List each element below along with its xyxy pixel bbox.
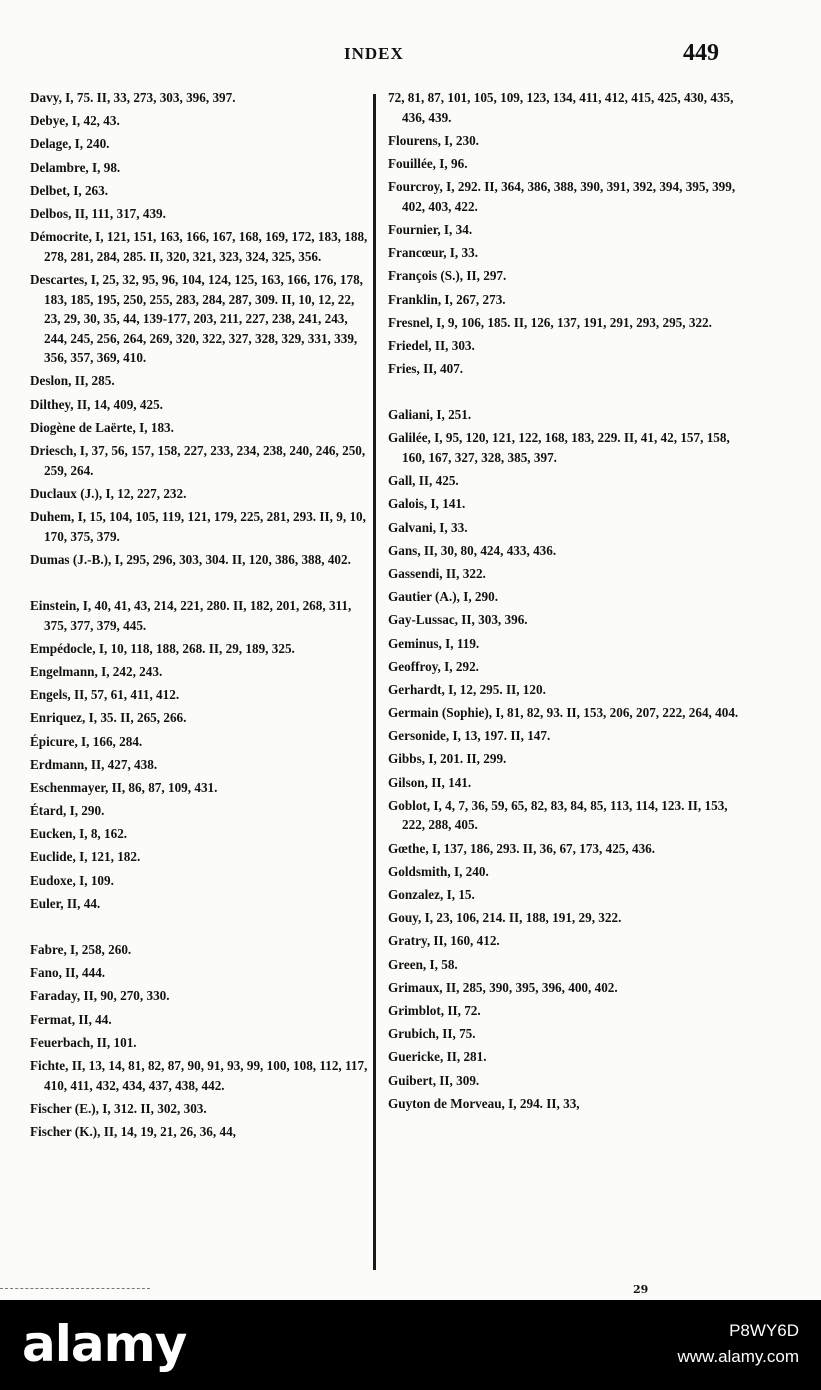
index-entry: Guibert, II, 309. xyxy=(388,1072,480,1088)
index-entry: Geminus, I, 119. xyxy=(388,635,480,651)
index-column-right xyxy=(388,88,743,1117)
index-entry: Galilée, I, 95, 120, 121, 122, 168, 183, 229. II, 41, 42, 157, 158, 160, 167, 327, 328, 385, 397. xyxy=(388,430,730,466)
index-entry: Driesch, I, 37, 56, 157, 158, 227, 233, 234, 238, 240, 246, 250, 259, 264. xyxy=(30,443,366,478)
index-entry: Engels, II, 57, 61, 411, 412. xyxy=(30,687,180,703)
index-entry: Goblot, I, 4, 7, 36, 59, 65, 82, 83, 84, 85, 113, 114, 123. II, 153, 222, 288, 405. xyxy=(388,797,728,833)
signature-mark: 29 xyxy=(633,1283,649,1296)
index-entry: Grimaux, II, 285, 390, 395, 396, 400, 402. xyxy=(388,979,618,995)
index-entry: Einstein, I, 40, 41, 43, 214, 221, 280. II, 182, 201, 268, 311, 375, 377, 379, 445. xyxy=(30,597,352,633)
index-entry: Eucken, I, 8, 162. xyxy=(30,826,128,842)
section-gap xyxy=(388,382,743,405)
index-entry: Gœthe, I, 137, 186, 293. II, 36, 67, 173, 425, 436. xyxy=(388,840,656,856)
index-entry: Feuerbach, II, 101. xyxy=(30,1034,137,1050)
index-entry: Fermat, II, 44. xyxy=(30,1011,112,1027)
index-entry: Goldsmith, I, 240. xyxy=(388,863,489,879)
index-entry: Descartes, I, 25, 32, 95, 96, 104, 124, 125, 163, 166, 176, 178, 183, 185, 195, 250, 255, 283, 284, 287, 309. II, 10, 12, 22, 23, 29, 30, 35, 44, 139-177, 203, 211, 227, 238, 241, 243, 244, 245, 256, 264, 269, 320, 322, 327, 328, 329, 331, 339, 356, 357, 369, 410. xyxy=(30,271,363,366)
image-id: P8WY6D xyxy=(729,1321,799,1340)
index-entry: Delbos, II, 111, 317, 439. xyxy=(30,205,166,221)
index-entry: François (S.), II, 297. xyxy=(388,268,507,284)
index-entry: Delbet, I, 263. xyxy=(30,182,109,198)
footer-rule xyxy=(0,1288,150,1289)
index-entry: Geoffroy, I, 292. xyxy=(388,658,479,674)
index-entry: Francœur, I, 33. xyxy=(388,245,478,261)
index-entry: Duclaux (J.), I, 12, 227, 232. xyxy=(30,485,187,501)
alamy-logo: alamy xyxy=(22,1315,187,1373)
index-entry: Épicure, I, 166, 284. xyxy=(30,733,143,749)
index-entry: Delambre, I, 98. xyxy=(30,159,121,175)
index-entry: Galois, I, 141. xyxy=(388,496,466,512)
index-entry: Gilson, II, 141. xyxy=(388,774,472,790)
index-entry: Germain (Sophie), I, 81, 82, 93. II, 153, 206, 207, 222, 264, 404. xyxy=(388,705,739,721)
index-entry: Euclide, I, 121, 182. xyxy=(30,849,141,865)
index-entry: Fabre, I, 258, 260. xyxy=(30,942,132,957)
index-entry: Dilthey, II, 14, 409, 425. xyxy=(30,396,163,412)
index-entry: Debye, I, 42, 43. xyxy=(30,113,120,129)
index-entry: Fries, II, 407. xyxy=(388,361,464,377)
section-gap xyxy=(30,573,370,596)
index-entry: Guyton de Morveau, I, 294. II, 33, xyxy=(388,1095,580,1111)
index-entry: Deslon, II, 285. xyxy=(30,373,115,389)
banner-info xyxy=(677,1318,799,1370)
index-entry: Davy, I, 75. II, 33, 273, 303, 396, 397. xyxy=(30,90,236,105)
index-entry: Gans, II, 30, 80, 424, 433, 436. xyxy=(388,542,557,558)
index-entry: Duhem, I, 15, 104, 105, 119, 121, 179, 225, 281, 293. II, 9, 10, 170, 375, 379. xyxy=(30,509,366,544)
column-divider xyxy=(373,94,376,1270)
index-entry: Eschenmayer, II, 86, 87, 109, 431. xyxy=(30,779,218,795)
index-entry: Gibbs, I, 201. II, 299. xyxy=(388,751,507,767)
index-entry: Fourcroy, I, 292. II, 364, 386, 388, 390, 391, 392, 394, 395, 399, 402, 403, 422. xyxy=(388,179,736,214)
index-entry: Franklin, I, 267, 273. xyxy=(388,291,506,307)
index-entry: Erdmann, II, 427, 438. xyxy=(30,756,158,772)
index-entry: Enriquez, I, 35. II, 265, 266. xyxy=(30,710,187,726)
site-url: www.alamy.com xyxy=(677,1347,799,1366)
index-entry: Fano, II, 444. xyxy=(30,965,106,981)
index-entry: Fischer (K.), II, 14, 19, 21, 26, 36, 44, xyxy=(30,1123,236,1139)
page-number: 449 xyxy=(683,40,719,66)
index-entry: Grubich, II, 75. xyxy=(388,1026,476,1042)
index-entry: Eudoxe, I, 109. xyxy=(30,872,114,888)
index-entry: Fouillée, I, 96. xyxy=(388,155,468,171)
index-entry: Faraday, II, 90, 270, 330. xyxy=(30,988,170,1004)
index-entry: Friedel, II, 303. xyxy=(388,337,475,353)
index-entry: Galiani, I, 251. xyxy=(388,407,472,423)
index-entry: Flourens, I, 230. xyxy=(388,132,479,148)
index-entry: Gautier (A.), I, 290. xyxy=(388,589,499,605)
index-entry: Green, I, 58. xyxy=(388,956,458,972)
index-entry: Fresnel, I, 9, 106, 185. II, 126, 137, 191, 291, 293, 295, 322. xyxy=(388,314,712,330)
index-entry: Gouy, I, 23, 106, 214. II, 188, 191, 29, 322. xyxy=(388,910,622,926)
page-heading: INDEX xyxy=(344,44,404,63)
index-entry: Galvani, I, 33. xyxy=(388,519,468,535)
index-entry: Empédocle, I, 10, 118, 188, 268. II, 29, 189, 325. xyxy=(30,640,295,656)
index-entry: Gonzalez, I, 15. xyxy=(388,887,475,902)
index-entry: Gratry, II, 160, 412. xyxy=(388,933,500,949)
index-entry: Engelmann, I, 242, 243. xyxy=(30,663,163,679)
index-entry: Gerhardt, I, 12, 295. II, 120. xyxy=(388,681,546,697)
index-entry: Guericke, II, 281. xyxy=(388,1049,487,1065)
index-entry: Étard, I, 290. xyxy=(30,803,105,819)
index-entry: Euler, II, 44. xyxy=(30,895,101,911)
index-column-left xyxy=(30,88,370,1145)
section-gap xyxy=(30,917,370,940)
index-entry: Fischer (E.), I, 312. II, 302, 303. xyxy=(30,1100,207,1116)
index-entry: Gassendi, II, 322. xyxy=(388,565,486,581)
index-entry: 72, 81, 87, 101, 105, 109, 123, 134, 411, 412, 415, 425, 430, 435, 436, 439. xyxy=(388,90,734,125)
index-entry: Dumas (J.-B.), I, 295, 296, 303, 304. II, 120, 386, 388, 402. xyxy=(30,551,351,567)
index-entry: Grimblot, II, 72. xyxy=(388,1002,481,1018)
index-entry: Delage, I, 240. xyxy=(30,136,110,152)
index-entry: Gay-Lussac, II, 303, 396. xyxy=(388,612,528,628)
index-entry: Démocrite, I, 121, 151, 163, 166, 167, 168, 169, 172, 183, 188, 278, 281, 284, 285. II, 320, 321, 323, 324, 325, 356. xyxy=(30,229,368,264)
index-entry: Fournier, I, 34. xyxy=(388,221,473,237)
index-entry: Gersonide, I, 13, 197. II, 147. xyxy=(388,728,551,744)
index-entry: Fichte, II, 13, 14, 81, 82, 87, 90, 91, 93, 99, 100, 108, 112, 117, 410, 411, 432, 434, 437, 438, 442. xyxy=(30,1057,368,1093)
index-entry: Gall, II, 425. xyxy=(388,473,459,489)
index-entry: Diogène de Laërte, I, 183. xyxy=(30,419,174,435)
